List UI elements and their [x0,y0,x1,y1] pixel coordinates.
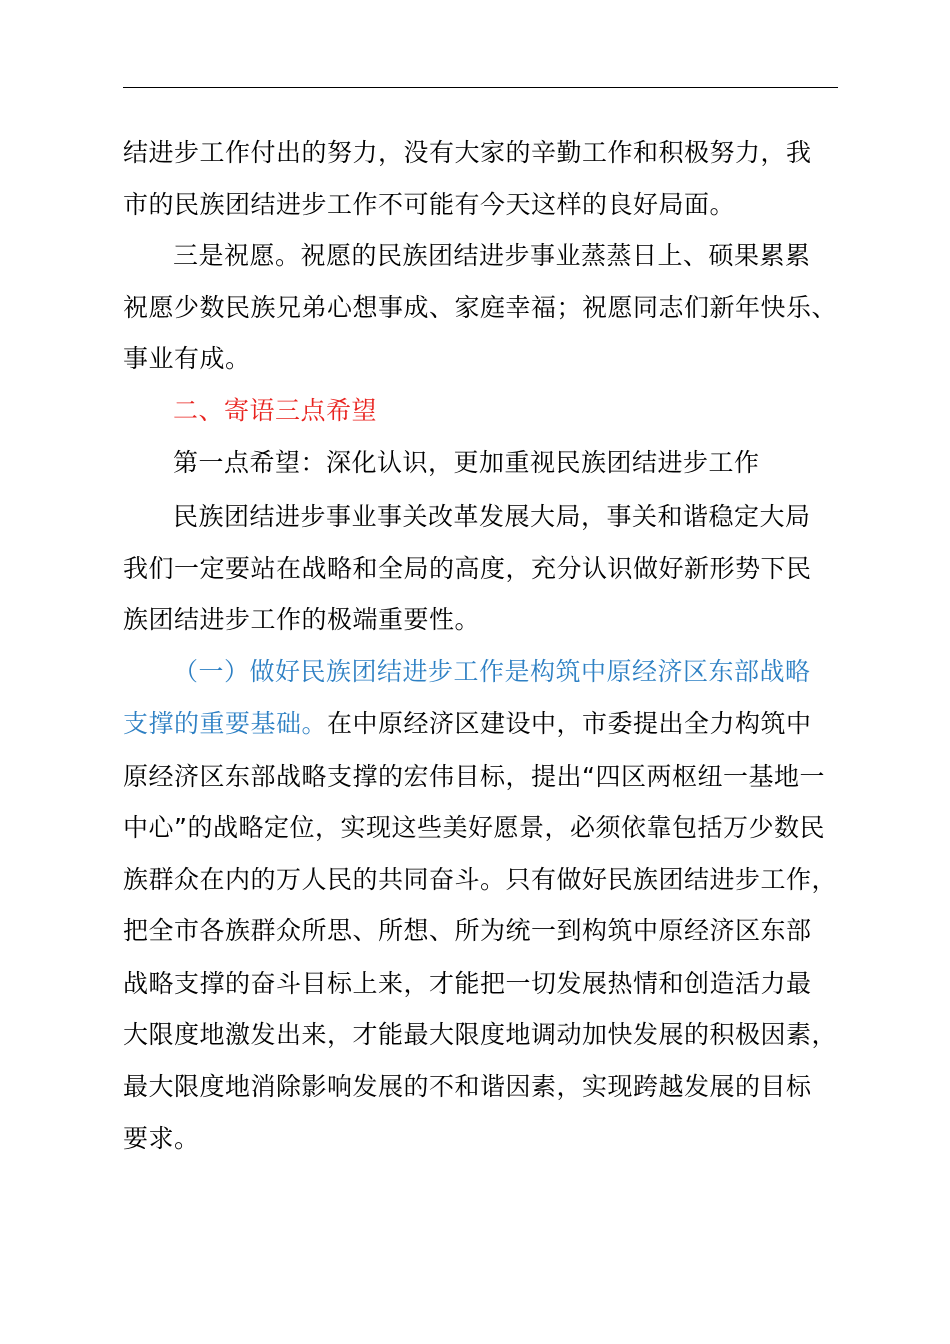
paragraph-line: 战略支撑的奋斗目标上来，才能把一切发展热情和创造活力最 [123,969,812,998]
paragraph-line: 要求。 [123,1124,200,1153]
subheading-blue: （一）做好民族团结进步工作是构筑中原经济区东部战略 [173,657,811,686]
subheading-blue-tail: 支撑的重要基础。 [123,709,328,738]
paragraph-line: 三是祝愿。祝愿的民族团结进步事业蒸蒸日上、硕果累累 [173,241,811,270]
paragraph-line: 市的民族团结进步工作不可能有今天这样的良好局面。 [123,190,736,219]
paragraph-line: 事业有成。 [123,344,251,373]
paragraph-line: 把全市各族群众所思、所想、所为统一到构筑中原经济区东部 [123,916,812,945]
paragraph-line: 大限度地激发出来，才能最大限度地调动加快发展的积极因素， [123,1020,838,1049]
section-heading: 二、寄语三点希望 [173,396,378,425]
paragraph-line: 民族团结进步事业事关改革发展大局，事关和谐稳定大局 [173,502,811,531]
paragraph-line-mixed [123,709,812,739]
header-rule [123,87,838,88]
paragraph-line: 最大限度地消除影响发展的不和谐因素，实现跨越发展的目标 [123,1072,812,1101]
paragraph-line: 原经济区东部战略支撑的宏伟目标，提出“四区两枢纽一基地一 [123,762,825,791]
paragraph-line: 祝愿少数民族兄弟心想事成、家庭幸福；祝愿同志们新年快乐、 [123,293,838,322]
subsection-title: 第一点希望：深化认识，更加重视民族团结进步工作 [173,448,760,477]
paragraph-line: 中心”的战略定位，实现这些美好愿景，必须依靠包括万少数民 [123,813,825,842]
paragraph-line: 结进步工作付出的努力，没有大家的辛勤工作和积极努力，我 [123,138,812,167]
paragraph-line: 族群众在内的万人民的共同奋斗。只有做好民族团结进步工作， [123,865,838,894]
paragraph-line: 族团结进步工作的极端重要性。 [123,605,481,634]
paragraph-text: 在中原经济区建设中，市委提出全力构筑中 [327,709,812,738]
paragraph-line: 我们一定要站在战略和全局的高度，充分认识做好新形势下民 [123,554,812,583]
